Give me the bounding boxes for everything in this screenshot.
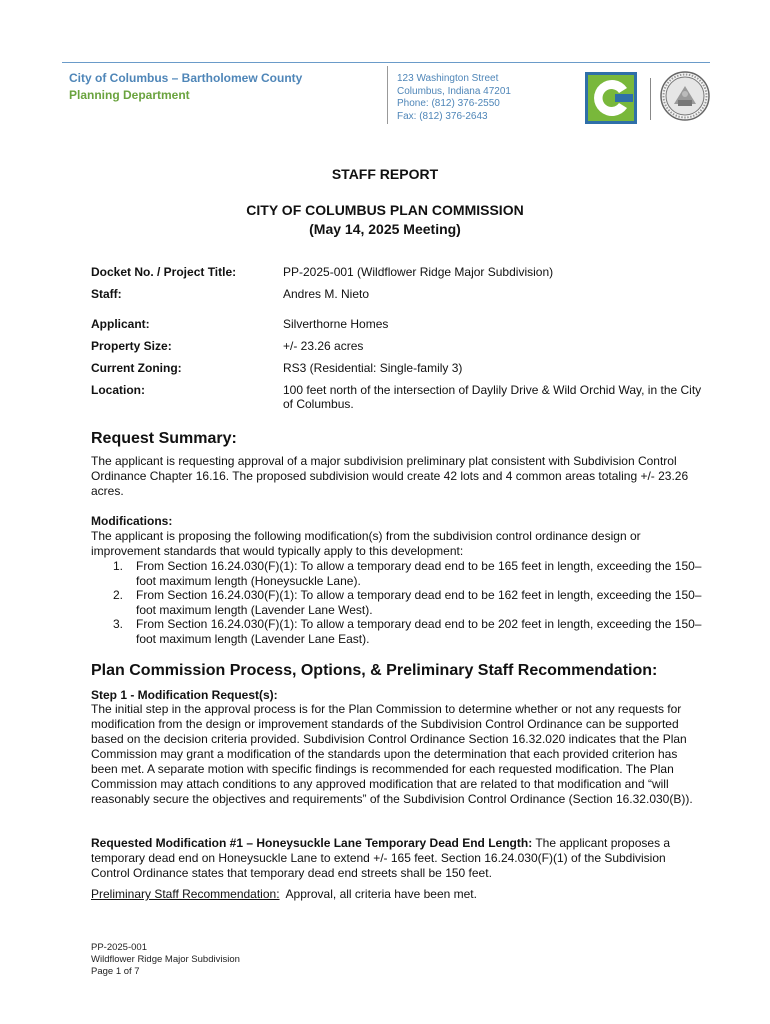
property-size-label: Property Size: xyxy=(91,339,172,353)
step1-heading: Step 1 - Modification Request(s): xyxy=(91,688,278,702)
address-line: Columbus, Indiana 47201 xyxy=(397,85,511,97)
zoning-label: Current Zoning: xyxy=(91,361,182,375)
staff-value: Andres M. Nieto xyxy=(283,287,370,301)
modification-1-paragraph xyxy=(91,836,703,881)
dept-name: Planning Department xyxy=(69,88,190,102)
process-heading: Plan Commission Process, Options, & Preliminary Staff Recommendation: xyxy=(91,662,658,679)
org-name: City of Columbus – Bartholomew County xyxy=(69,71,303,85)
list-number: 3. xyxy=(113,617,124,631)
staff-label: Staff: xyxy=(91,287,122,301)
step1-body: The initial step in the approval process is for the Plan Commission to determine whether or not any requests for modification from the design or improvement standards of the Subdivision Control Ordinance can be supported based on the decision criteria provided. Subdivision Control Ordinance Section 16.32.020 indicates that the Plan Commission may grant a modification of the standards upon the determination that each provided criterion has been met. A separate motion with specific findings is recommended for each requested modification. The Plan Commission may attach conditions to any approved modification that are related to that modification and “will reasonably secure the objectives and requirements” of the Subdivision Control Ordinance (Section 16.32.030(B)). xyxy=(91,702,693,806)
location-value: 100 feet north of the intersection of Daylily Drive & Wild Orchid Way, in the City of Columbus. xyxy=(283,383,702,411)
location-label: Location: xyxy=(91,383,145,397)
county-seal-icon xyxy=(660,70,710,122)
applicant-label: Applicant: xyxy=(91,317,150,331)
recommendation-label: Preliminary Staff Recommendation: xyxy=(91,887,280,901)
docket-value: PP-2025-001 (Wildflower Ridge Major Subdivision) xyxy=(283,265,554,279)
footer-page-number: Page 1 of 7 xyxy=(91,966,140,977)
applicant-value: Silverthorne Homes xyxy=(283,317,389,331)
docket-label: Docket No. / Project Title: xyxy=(91,265,237,279)
address-line: 123 Washington Street xyxy=(397,73,499,84)
fax-line: Fax: (812) 376-2643 xyxy=(397,110,488,122)
header-divider xyxy=(387,66,388,124)
property-size-value: +/- 23.26 acres xyxy=(283,339,364,353)
request-summary-body: The applicant is requesting approval of a major subdivision preliminary plat consistent with Subdivision Control Ordinance Chapter 16.16. The proposed subdivision would create 42 lots and 4 common areas totaling +/- 23.26 acres. xyxy=(91,454,689,498)
header-rule xyxy=(62,62,710,63)
footer-project: Wildflower Ridge Major Subdivision xyxy=(91,954,240,965)
header-address xyxy=(397,73,511,123)
list-text: From Section 16.24.030(F)(1): To allow a temporary dead end to be 202 feet in length, exceeding the 150–foot maximum length (Lavender Lane East). xyxy=(136,617,702,646)
recommendation-text: Approval, all criteria have been met. xyxy=(279,887,477,901)
report-title: STAFF REPORT xyxy=(331,166,439,182)
modification-1-body: The applicant proposes a temporary dead end on Honeysuckle Lane to extend +/- 165 feet. Section 16.24.030(F)(1) of the Subdivision Control Ordinance states that temporary dead end streets shall be 150 feet. xyxy=(91,836,671,880)
modifications-heading: Modifications: xyxy=(91,514,173,528)
meeting-date: (May 14, 2025 Meeting) xyxy=(309,221,461,237)
logo-divider xyxy=(650,78,651,120)
phone-line: Phone: (812) 376-2550 xyxy=(397,98,500,109)
modification-1-heading: Requested Modification #1 – Honeysuckle Lane Temporary Dead End Length: xyxy=(91,836,533,850)
recommendation-paragraph xyxy=(91,887,703,902)
footer xyxy=(91,942,240,978)
zoning-value: RS3 (Residential: Single-family 3) xyxy=(283,361,463,375)
columbus-logo-icon xyxy=(585,72,637,124)
header-org-block xyxy=(69,70,302,104)
list-text: From Section 16.24.030(F)(1): To allow a temporary dead end to be 162 feet in length, exceeding the 150–foot maximum length (Lavender Lane West). xyxy=(136,588,702,617)
modifications-intro: The applicant is proposing the following modification(s) from the subdivision control ordinance design or improvement standards that would typically apply to this development: xyxy=(91,529,641,558)
list-text: From Section 16.24.030(F)(1): To allow a temporary dead end to be 165 feet in length, exceeding the 150–foot maximum length (Honeysuckle Lane). xyxy=(136,559,702,588)
footer-docket: PP-2025-001 xyxy=(91,942,147,953)
commission-title: CITY OF COLUMBUS PLAN COMMISSION xyxy=(246,202,524,218)
request-summary-heading: Request Summary: xyxy=(91,430,237,447)
list-number: 1. xyxy=(113,559,124,573)
list-number: 2. xyxy=(113,588,124,602)
